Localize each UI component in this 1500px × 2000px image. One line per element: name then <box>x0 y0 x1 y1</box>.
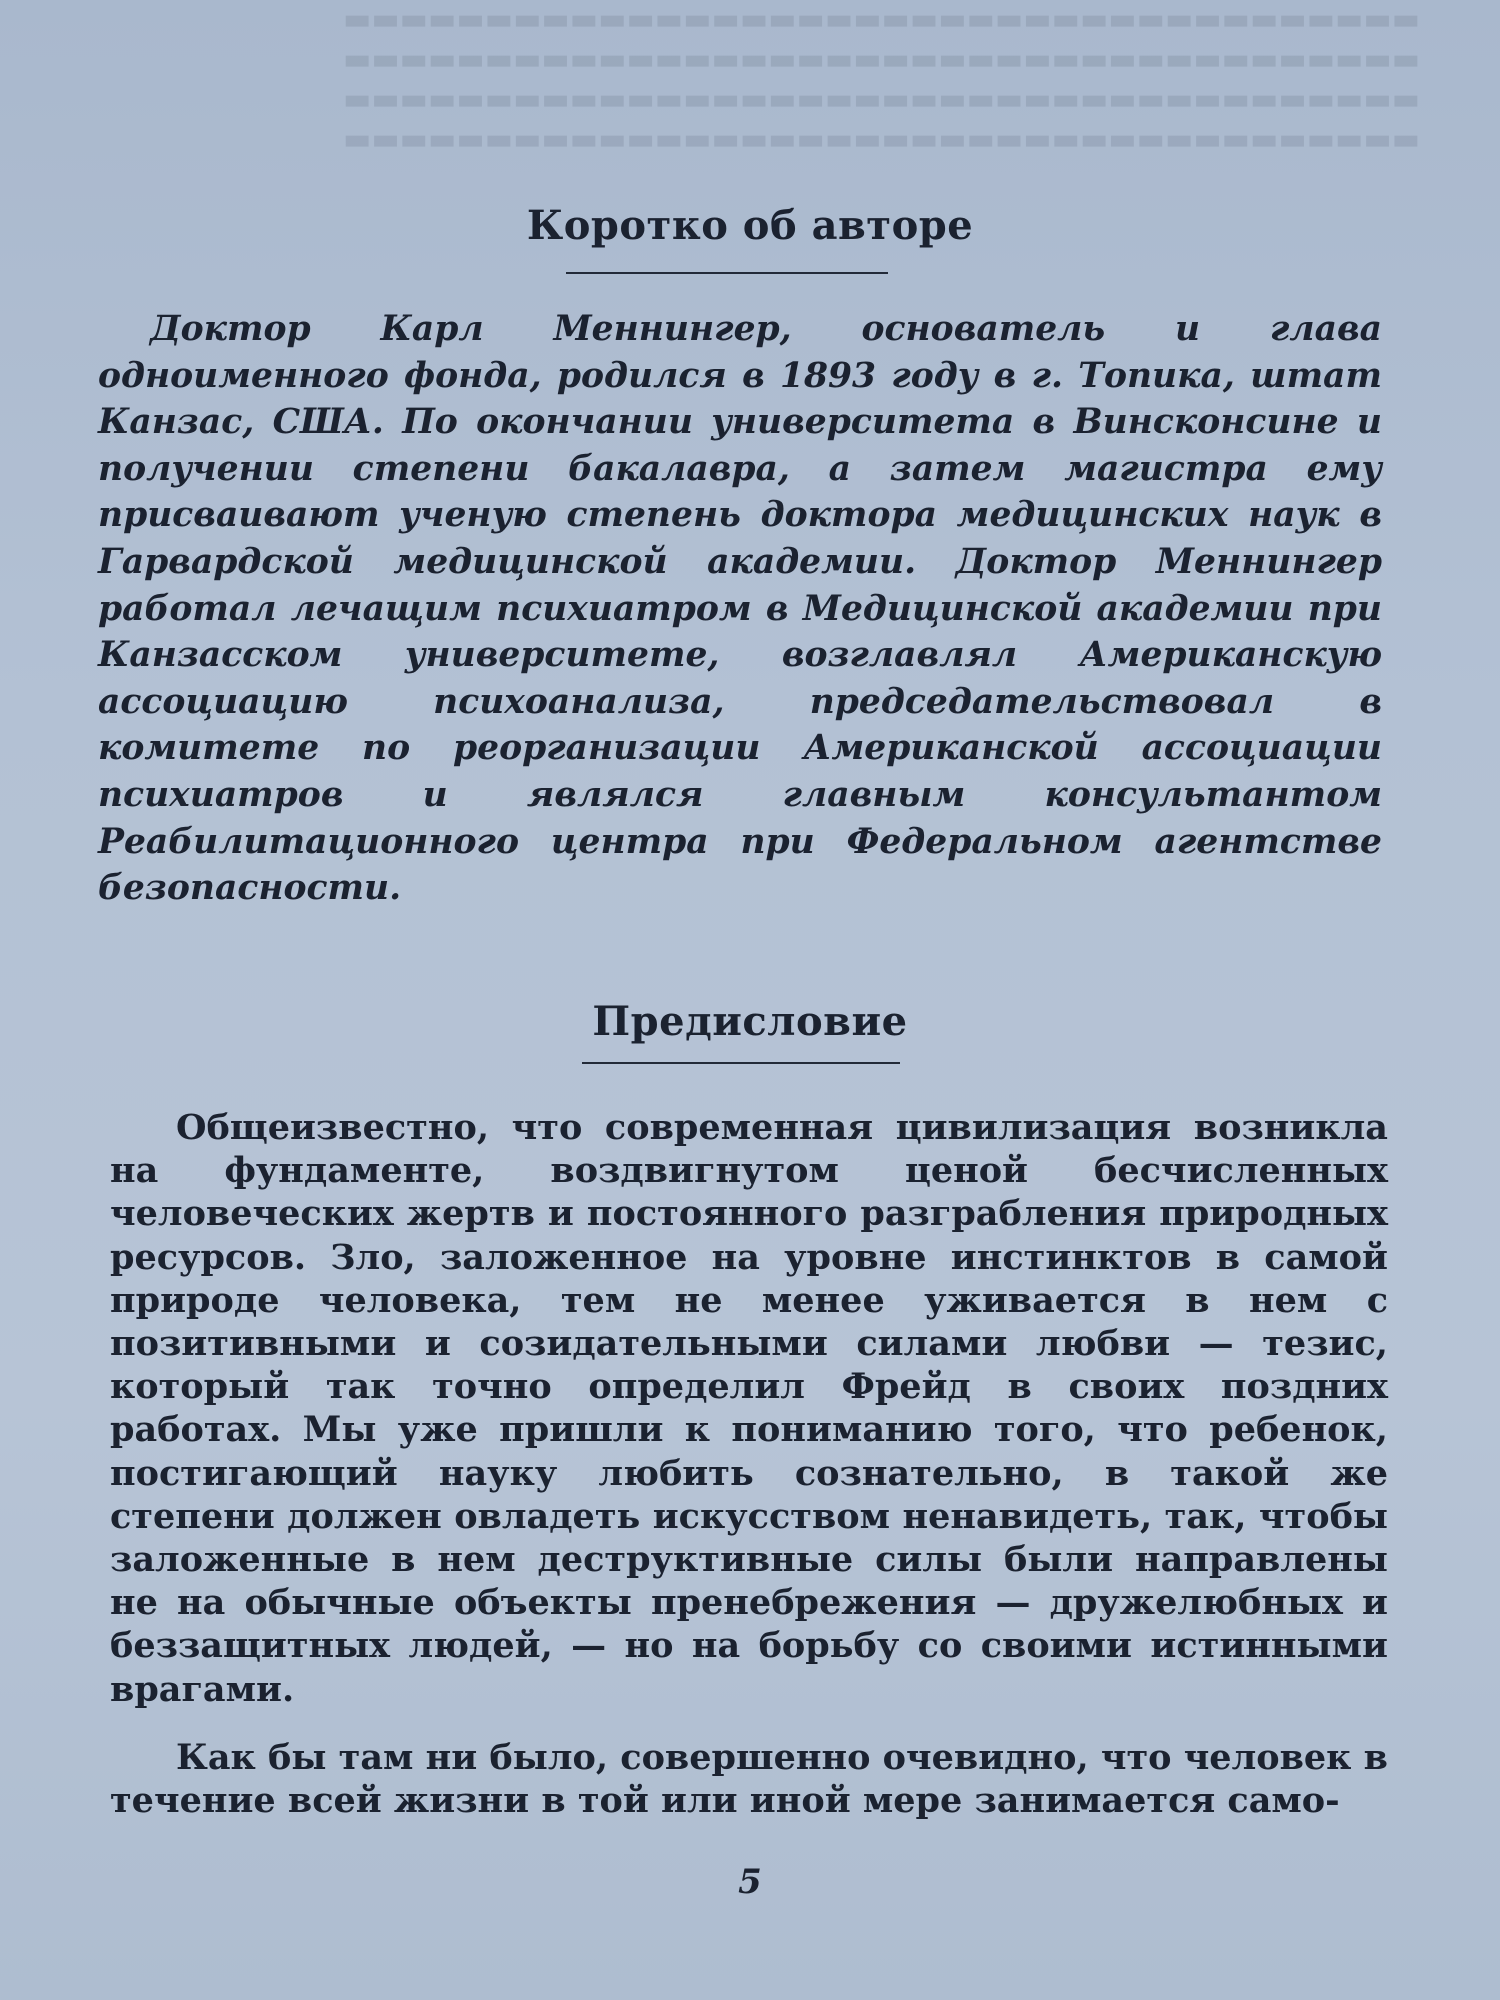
heading-underline <box>582 1062 900 1064</box>
about-author-heading: Коротко об авторе <box>526 202 974 249</box>
preface-paragraph: Общеизвестно, что современная цивилизация возникла на фундаменте, воздвигнутом ценой бесчисленных человеческих жертв и постоянного разграбления природных ресурсов. Зло, заложенное на уровне инстинктов в самой природе человека, тем не менее уживается в нем с позитивными и созидательными силами любви — тезис, который так точно определил Фрейд в своих поздних работах. Мы уже пришли к пониманию того, что ребенок, постигающий науку любить сознательно, в такой же степени должен овладеть искусством ненавидеть, так, чтобы заложенные в нем деструктивные силы были направлены не на обычные объекты пренебрежения — дружелюбных и беззащитных людей, — но на борьбу со своими истинными врагами. <box>110 1107 1388 1710</box>
preface-paragraph: Как бы там ни было, совершенно очевидно, что человек в течение всей жизни в той или иной мере занимается само- <box>110 1737 1388 1822</box>
heading-underline <box>566 272 888 274</box>
bleed-through-texture: ▬▬▬▬▬▬▬▬▬▬▬▬▬▬▬▬▬▬▬▬▬▬▬▬▬▬▬▬▬▬▬▬▬▬▬▬▬▬ ▬▬▬▬▬▬▬▬▬▬▬▬▬▬▬▬▬▬▬▬▬▬▬▬▬▬▬▬▬▬▬▬▬▬▬▬▬▬ ▬▬▬▬▬▬▬▬▬▬▬▬▬▬▬▬▬▬▬▬▬▬▬▬▬▬▬▬▬▬▬▬▬▬▬▬▬▬ ▬▬▬▬▬▬▬▬▬▬▬▬▬▬▬▬▬▬▬▬▬▬▬▬▬▬▬▬▬▬▬▬▬▬▬▬▬▬ <box>342 2 1420 157</box>
author-bio-paragraph: Доктор Карл Меннингер, основатель и глава одноименного фонда, родился в 1893 году в г. Топика, штат Канзас, США. По окончании университета в Винсконсине и получении степени бакалавра, а затем магистра ему присваивают ученую степень доктора медицинских наук в Гарвардской медицинской академии. Доктор Меннингер работал лечащим психиатром в Медицинской академии при Канзасском университете, возглавлял Американскую ассоциацию психоанализа, председательствовал в комитете по реорганизации Американской ассоциации психиатров и являлся главным консультантом Реабилитационного центра при Федеральном агентстве безопасности. <box>98 309 1382 909</box>
page-number: 5 <box>738 1862 762 1902</box>
preface-heading: Предисловие <box>592 998 908 1045</box>
